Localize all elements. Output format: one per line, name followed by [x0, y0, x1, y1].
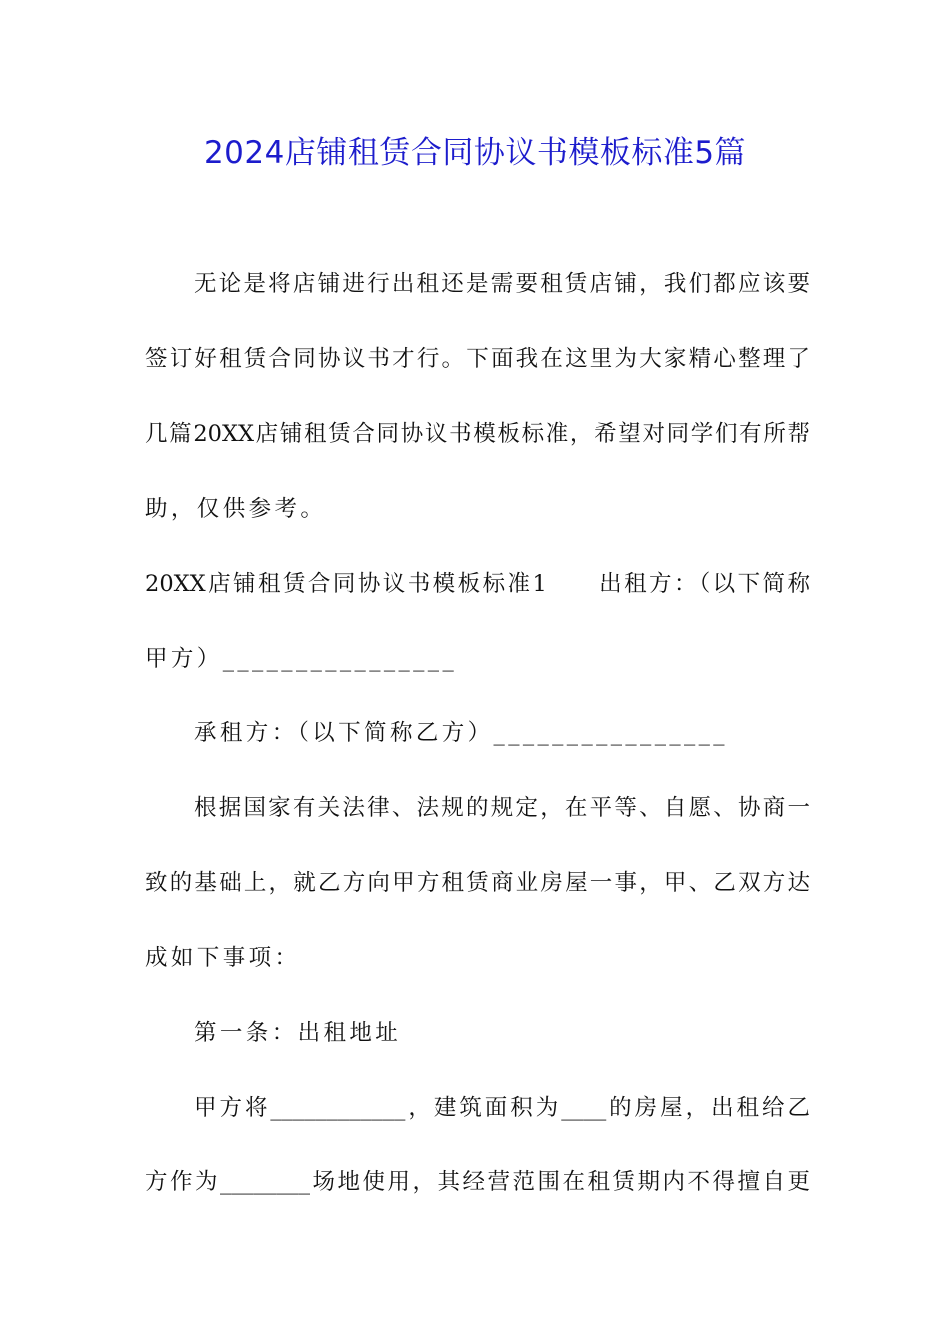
paragraph-line-9: 致的基础上，就乙方向甲方租赁商业房屋一事，甲、乙双方达 [145, 870, 810, 896]
paragraph-line-1: 无论是将店铺进行出租还是需要租赁店铺，我们都应该要 [194, 271, 810, 297]
lessee-line: 承租方：（以下简称乙方）________________ [194, 720, 728, 746]
paragraph-line-4: 助，仅供参考。 [145, 496, 327, 522]
paragraph-line-8: 根据国家有关法律、法规的规定，在平等、自愿、协商一 [194, 795, 810, 821]
paragraph-line-2: 签订好租赁合同协议书才行。下面我在这里为大家精心整理了 [145, 346, 810, 372]
paragraph-line-12: 甲方将____________，建筑面积为____的房屋，出租给乙 [194, 1095, 810, 1121]
lessor-line: 甲方）________________ [145, 646, 458, 672]
document-title: 2024店铺租赁合同协议书模板标准5篇 [203, 135, 747, 171]
section-heading-line: 20XX店铺租赁合同协议书模板标准1 出租方：（以下简称 [145, 571, 810, 597]
paragraph-line-3: 几篇20XX店铺租赁合同协议书模板标准，希望对同学们有所帮 [145, 421, 810, 447]
article-heading: 第一条：出租地址 [194, 1020, 402, 1046]
paragraph-line-13: 方作为________场地使用，其经营范围在租赁期内不得擅自更 [145, 1169, 810, 1195]
paragraph-line-10: 成如下事项： [145, 945, 301, 971]
